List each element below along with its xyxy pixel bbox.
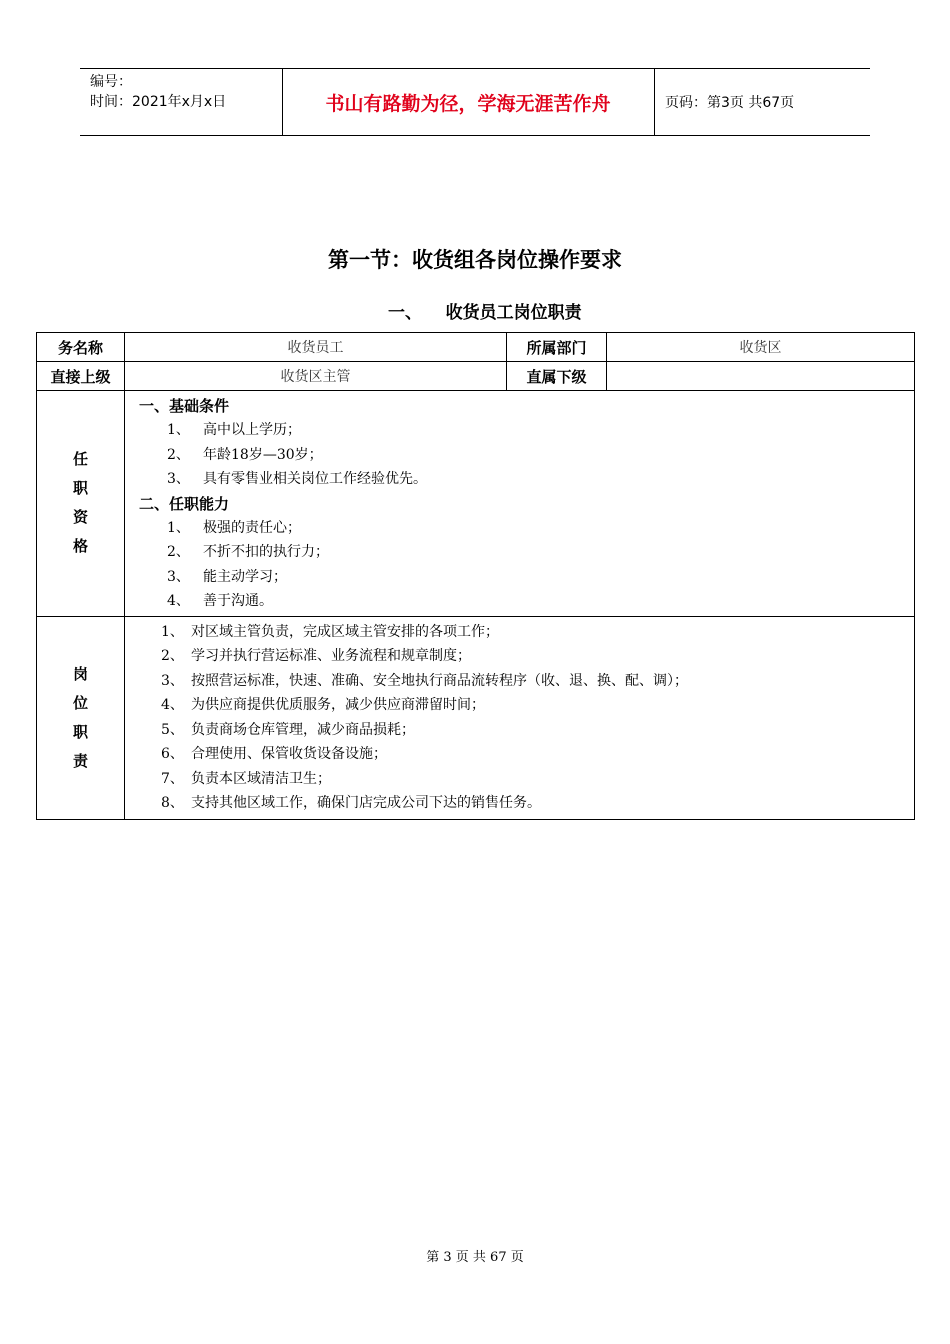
basic-conditions-heading: 一、基础条件 [139, 397, 230, 415]
header-meta [90, 72, 226, 112]
department-value: 收货区 [607, 333, 915, 362]
responsibilities-content [125, 616, 915, 819]
list-item: 3、 按照营运标准，快速、准确、安全地执行商品流转程序（收、退、换、配、调）； [161, 672, 688, 689]
list-item: 5、 负责商场仓库管理，减少商品损耗； [161, 721, 415, 738]
list-item: 2、 学习并执行营运标准、业务流程和规章制度； [161, 648, 471, 664]
header-divider-right [654, 68, 655, 136]
list-item: 1、 高中以上学历； [167, 422, 301, 438]
direct-subordinate-value [607, 362, 915, 391]
list-item: 7、 负责本区域清洁卫生； [161, 770, 331, 787]
list-item: 3、 具有零售业相关岗位工作经验优先。 [167, 471, 427, 487]
table-row-qualifications [37, 391, 915, 617]
list-item: 2、 不折不扣的执行力； [167, 544, 329, 560]
header-number: 编号： [90, 74, 132, 90]
section-title: 第一节：收货组各岗位操作要求 [328, 248, 622, 272]
table-row-responsibilities [37, 616, 915, 819]
position-name-label: 务名称 [37, 333, 125, 362]
list-item: 6、 合理使用、保管收货设备设施； [161, 746, 387, 762]
qualifications-label: 任 职 资 格 [37, 391, 125, 617]
header-time: 时间：2021年x月x日 [90, 94, 227, 110]
responsibilities-label: 岗 位 职 责 [37, 616, 125, 819]
section-subtitle: 一、 收货员工岗位职责 [388, 303, 582, 323]
qualifications-content [125, 391, 915, 617]
header-motto: 书山有路勤为径，学海无涯苦作舟 [325, 92, 611, 115]
table-row-superior [37, 362, 915, 391]
page-footer: 第 3 页 共 67 页 [426, 1250, 524, 1265]
direct-superior-value: 收货区主管 [125, 362, 507, 391]
list-item: 1、 极强的责任心； [167, 519, 301, 536]
position-name-value: 收货员工 [125, 333, 507, 362]
list-item: 1、 对区域主管负责，完成区域主管安排的各项工作； [161, 623, 499, 640]
ability-heading: 二、任职能力 [139, 494, 230, 513]
table-row-position [37, 333, 915, 362]
header-page-info: 页码：第3页 共67页 [665, 95, 795, 111]
list-item: 3、 能主动学习； [167, 568, 287, 585]
page-header [80, 68, 870, 136]
department-label: 所属部门 [507, 333, 607, 362]
list-item: 4、 为供应商提供优质服务，减少供应商滞留时间； [161, 697, 485, 713]
direct-subordinate-label: 直属下级 [507, 362, 607, 391]
list-item: 8、 支持其他区域工作，确保门店完成公司下达的销售任务。 [161, 795, 541, 811]
list-item: 4、 善于沟通。 [167, 593, 273, 609]
job-description-table [36, 332, 915, 820]
direct-superior-label: 直接上级 [37, 362, 125, 391]
list-item: 2、 年龄18岁—30岁； [167, 446, 323, 463]
